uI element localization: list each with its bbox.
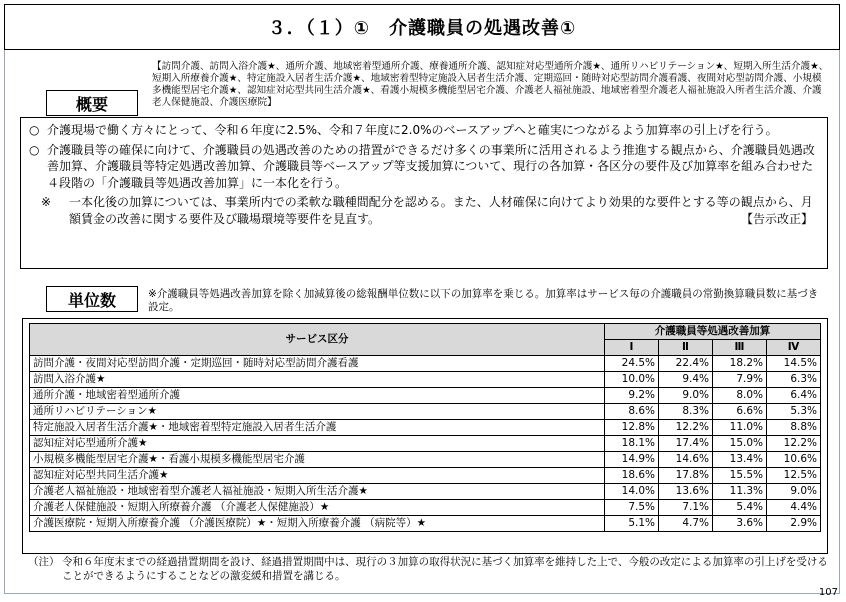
rate-cell: 4.4% <box>767 500 821 516</box>
rate-cell: 14.0% <box>605 484 659 500</box>
rate-cell: 9.0% <box>767 484 821 500</box>
target-services-note: 【訪問介護、訪問入浴介護★、通所介護、地域密着型通所介護、療養通所介護、認知症対応型通所介護★、通所リハビリテーション★、短期入所生活介護★、短期入所療養介護★、特定施設入居者生活介護★、地域密着型特定施設入居者生活介護、定期巡回・随時対応型訪問介護看護、夜間対応型訪問介護、小規模多機能型居宅介護★、認知症対応型共同生活介護★、看護小規模多機能型居宅介護、介護老人福祉施設、地域密着型介護老人福祉施設入所者生活介護、介護老人保健施設、介護医療院】 <box>152 61 829 108</box>
table-row <box>30 516 821 532</box>
rate-table <box>29 323 821 532</box>
table-row <box>30 420 821 436</box>
service-cell: 特定施設入居者生活介護★・地域密着型特定施設入居者生活介護 <box>30 420 605 436</box>
rate-cell: 2.9% <box>767 516 821 532</box>
table-row <box>30 452 821 468</box>
rate-cell: 6.3% <box>767 372 821 388</box>
paragraph-text: 介護現場で働く方々にとって、令和６年度に2.5%、令和７年度に2.0%のベースアップへと確実につながるよう加算率の引上げを行う。 <box>47 123 778 137</box>
rate-cell: 6.4% <box>767 388 821 404</box>
revision-tag: 【告示改正】 <box>740 211 813 226</box>
service-cell: 訪問入浴介護★ <box>30 372 605 388</box>
header-group: 介護職員等処遇改善加算 <box>605 324 821 340</box>
overview-paragraph-2 <box>29 142 819 192</box>
service-cell: 通所介護・地域密着型通所介護 <box>30 388 605 404</box>
rate-cell: 22.4% <box>659 356 713 372</box>
overview-paragraph-1 <box>29 122 819 139</box>
header-level-2: Ⅱ <box>659 340 713 356</box>
service-cell: 通所リハビリテーション★ <box>30 404 605 420</box>
header-level-4: Ⅳ <box>767 340 821 356</box>
rate-cell: 18.1% <box>605 436 659 452</box>
service-cell: 介護医療院・短期入所療養介護 （介護医療院）★・短期入所療養介護 （病院等）★ <box>30 516 605 532</box>
service-cell: 介護老人保健施設・短期入所療養介護 （介護老人保健施設）★ <box>30 500 605 516</box>
rate-cell: 10.0% <box>605 372 659 388</box>
table-row <box>30 372 821 388</box>
rate-cell: 5.1% <box>605 516 659 532</box>
rate-cell: 9.2% <box>605 388 659 404</box>
footer-note-text: 令和６年度末までの経過措置期間を設け、経過措置期間中は、現行の３加算の取得状況に基づく加算率を維持した上で、今般の改定による加算率の引上げを受けることができるようにすることなどの激変緩和措置を講じる。 <box>62 556 828 582</box>
overview-note <box>29 194 819 227</box>
header-level-3: Ⅲ <box>713 340 767 356</box>
note-mark: ※ <box>41 195 52 209</box>
page-number: 107 <box>818 587 838 598</box>
table-row <box>30 436 821 452</box>
rate-cell: 24.5% <box>605 356 659 372</box>
rate-cell: 9.4% <box>659 372 713 388</box>
overview-label: 概要 <box>46 90 138 116</box>
rate-cell: 15.0% <box>713 436 767 452</box>
table-row <box>30 404 821 420</box>
rate-cell: 18.6% <box>605 468 659 484</box>
rate-cell: 18.2% <box>713 356 767 372</box>
rate-cell: 4.7% <box>659 516 713 532</box>
rate-cell: 9.0% <box>659 388 713 404</box>
rate-table-box <box>22 318 828 554</box>
rate-cell: 8.0% <box>713 388 767 404</box>
rate-cell: 5.4% <box>713 500 767 516</box>
rate-cell: 14.9% <box>605 452 659 468</box>
note-text: 一本化後の加算については、事業所内での柔軟な職種間配分を認める。また、人材確保に向けてより効果的な要件とする等の観点から、月額賃金の改善に関する要件及び職場環境等要件を見直す。 <box>69 195 813 226</box>
rate-cell: 12.2% <box>767 436 821 452</box>
service-cell: 小規模多機能型居宅介護★・看護小規模多機能型居宅介護 <box>30 452 605 468</box>
rate-table-body <box>30 356 821 532</box>
rate-cell: 13.4% <box>713 452 767 468</box>
table-row <box>30 388 821 404</box>
rate-cell: 8.3% <box>659 404 713 420</box>
rate-cell: 7.9% <box>713 372 767 388</box>
rate-cell: 14.5% <box>767 356 821 372</box>
rate-cell: 7.5% <box>605 500 659 516</box>
overview-box <box>20 117 828 269</box>
rate-cell: 13.6% <box>659 484 713 500</box>
header-service: サービス区分 <box>30 324 605 356</box>
rate-cell: 12.8% <box>605 420 659 436</box>
units-label: 単位数 <box>46 286 138 312</box>
rate-cell: 10.6% <box>767 452 821 468</box>
rate-cell: 5.3% <box>767 404 821 420</box>
bullet-mark: ○ <box>29 142 40 157</box>
note-text-wrap <box>69 194 819 227</box>
rate-cell: 12.5% <box>767 468 821 484</box>
service-cell: 訪問介護・夜間対応型訪問介護・定期巡回・随時対応型訪問介護看護 <box>30 356 605 372</box>
rate-cell: 7.1% <box>659 500 713 516</box>
paragraph-text: 介護職員等の確保に向けて、介護職員の処遇改善のための措置ができるだけ多くの事業所に活用されるよう推進する観点から、介護職員処遇改善加算、介護職員等特定処遇改善加算、介護職員等ベースアップ等支援加算について、現行の各加算・各区分の要件及び加算率を組み合わせた４段階の「介護職員等処遇改善加算」に一本化を行う。 <box>47 142 815 190</box>
service-cell: 認知症対応型共同生活介護★ <box>30 468 605 484</box>
table-row <box>30 356 821 372</box>
header-level-1: Ⅰ <box>605 340 659 356</box>
rate-cell: 17.8% <box>659 468 713 484</box>
rate-cell: 6.6% <box>713 404 767 420</box>
rate-cell: 15.5% <box>713 468 767 484</box>
rate-cell: 17.4% <box>659 436 713 452</box>
units-note: ※介護職員等処遇改善加算を除く加減算後の総報酬単位数に以下の加算率を乗じる。加算率はサービス毎の介護職員の常勤換算職員数に基づき設定。 <box>148 288 819 313</box>
table-row <box>30 484 821 500</box>
table-row <box>30 468 821 484</box>
service-cell: 認知症対応型通所介護★ <box>30 436 605 452</box>
rate-cell: 3.6% <box>713 516 767 532</box>
rate-cell: 8.6% <box>605 404 659 420</box>
slide-title: ３．（１）① 介護職員の処遇改善① <box>4 4 840 50</box>
rate-cell: 11.3% <box>713 484 767 500</box>
rate-cell: 14.6% <box>659 452 713 468</box>
table-row <box>30 500 821 516</box>
footer-note-mark: （注） <box>28 556 60 568</box>
rate-cell: 12.2% <box>659 420 713 436</box>
footer-note <box>28 556 828 583</box>
service-cell: 介護老人福祉施設・地域密着型介護老人福祉施設・短期入所生活介護★ <box>30 484 605 500</box>
rate-cell: 8.8% <box>767 420 821 436</box>
rate-cell: 11.0% <box>713 420 767 436</box>
bullet-mark: ○ <box>29 123 40 137</box>
